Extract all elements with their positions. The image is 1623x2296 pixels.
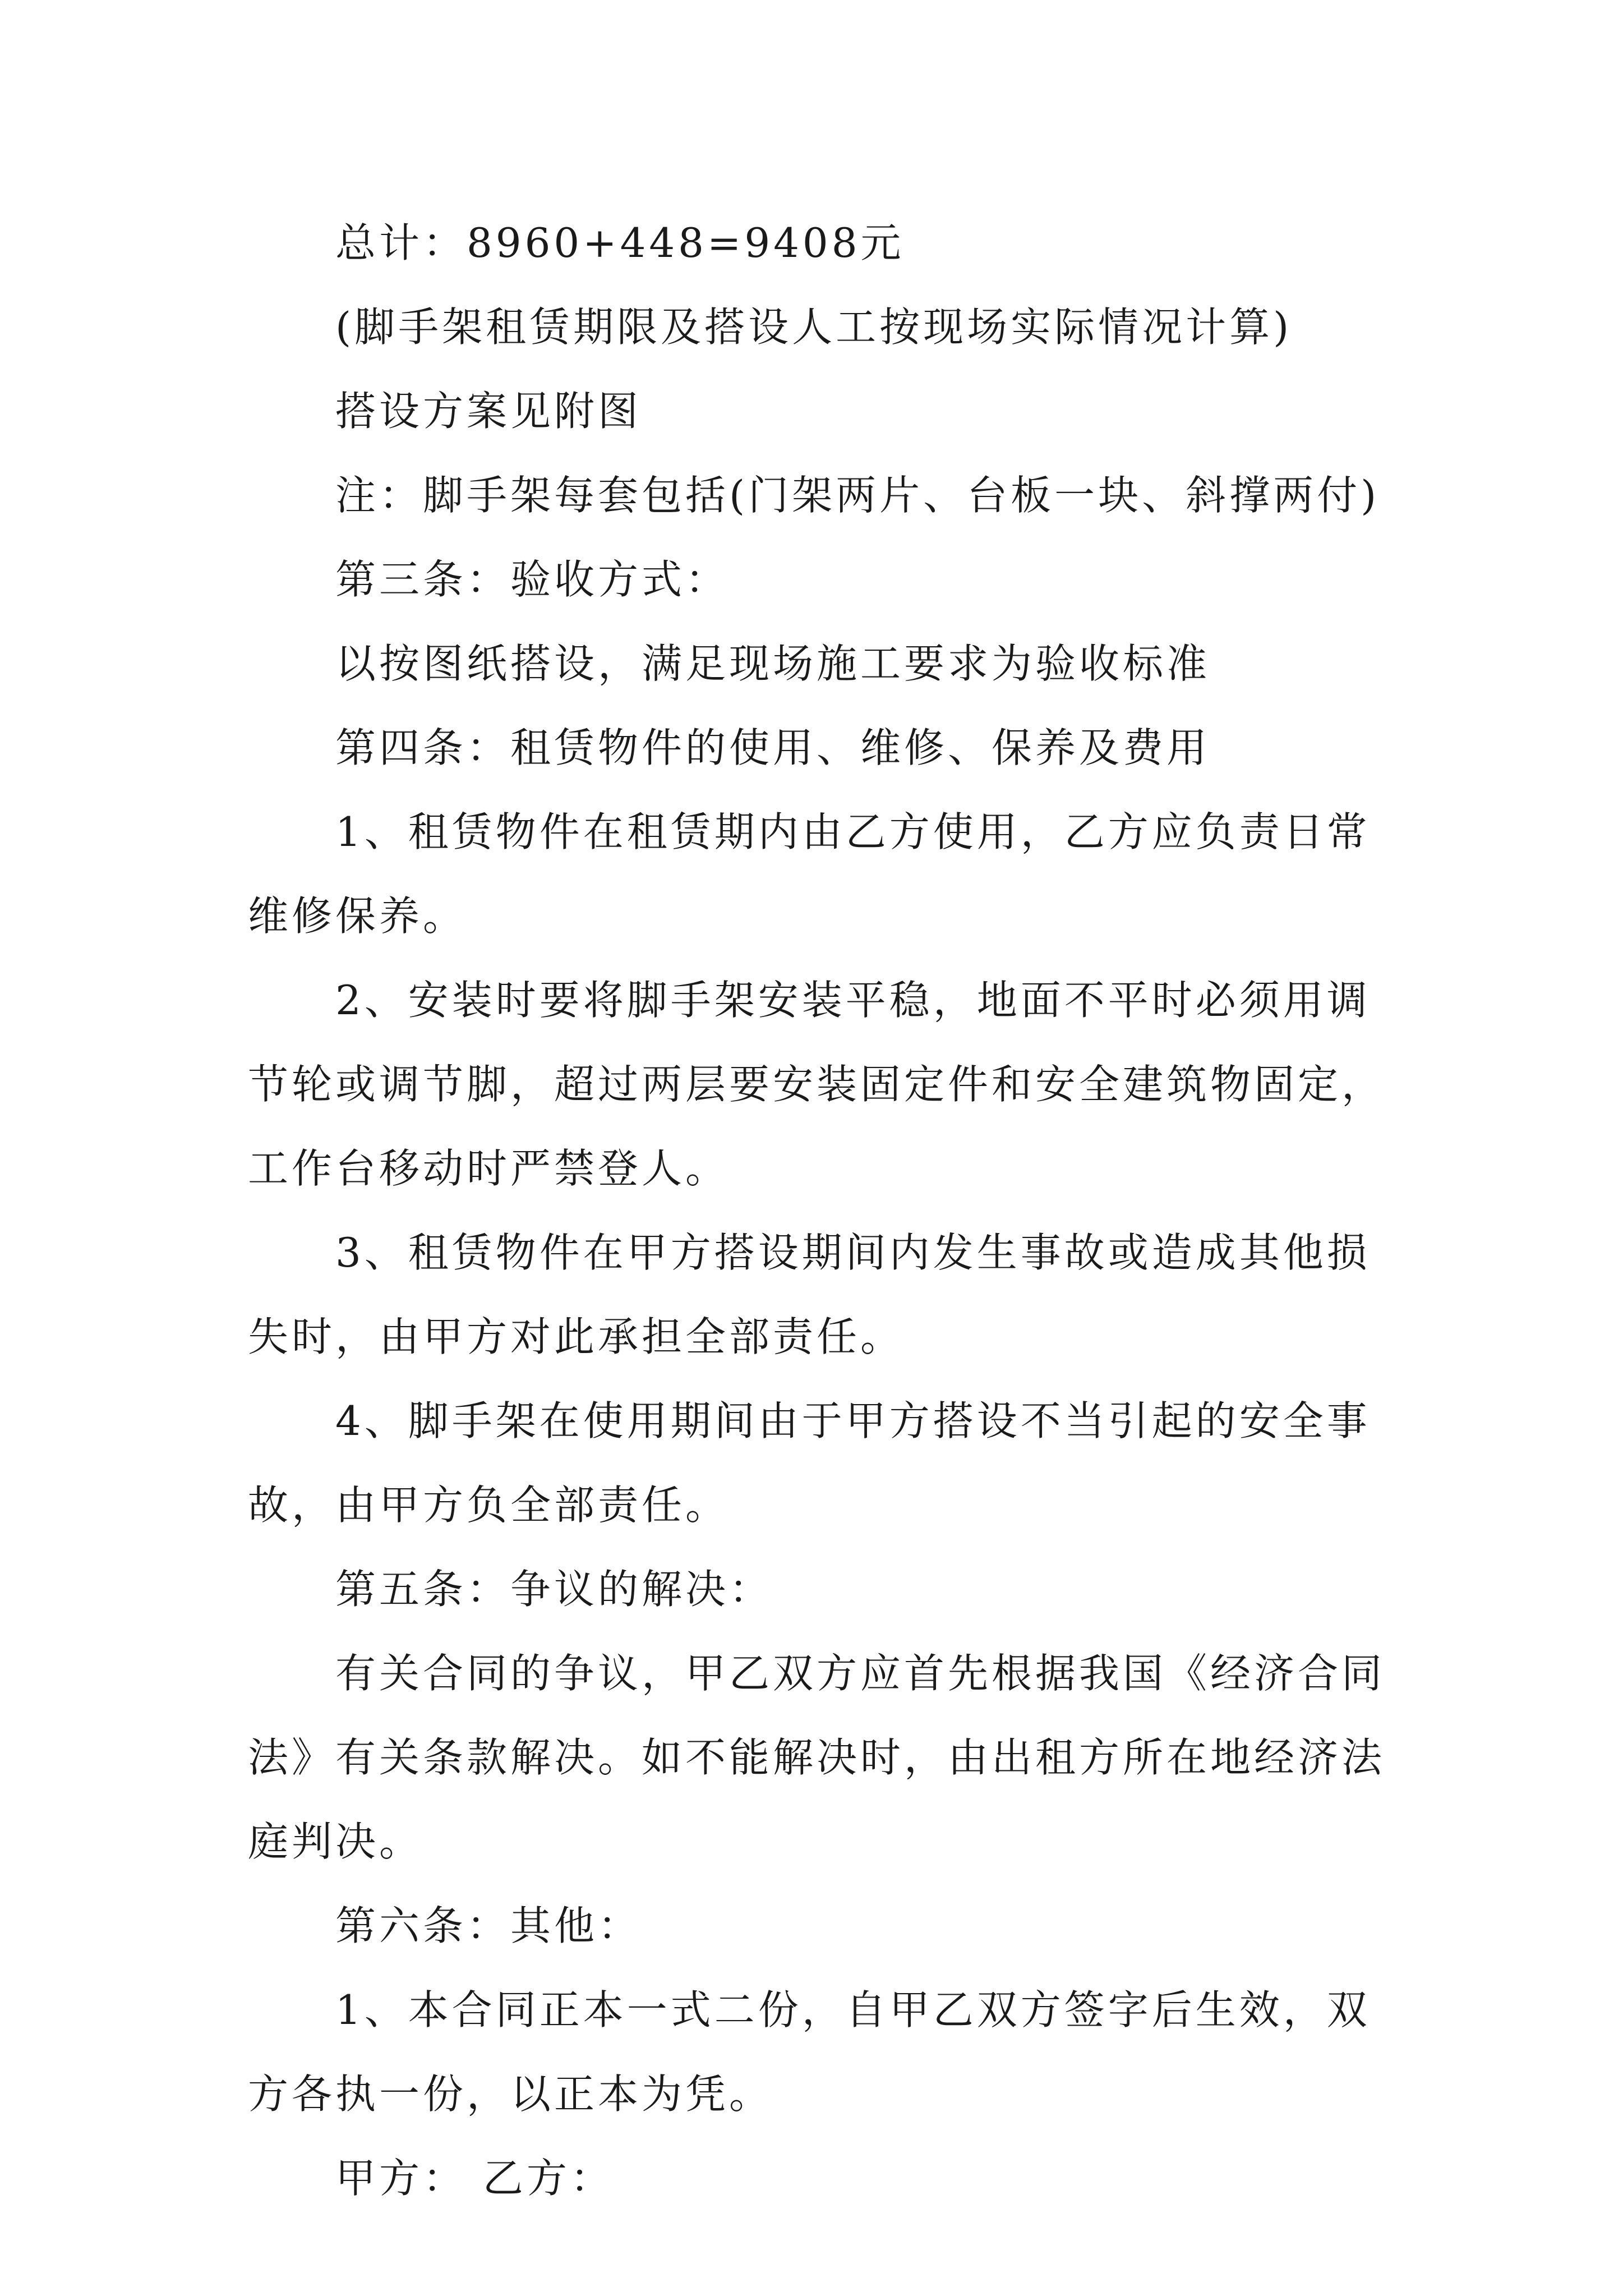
- article-3-heading: 第三条：验收方式：: [335, 556, 730, 603]
- article-5-body-line-3: 庭判决。: [248, 1818, 423, 1865]
- clause-4-4-line-2: 故，由甲方负全部责任。: [248, 1481, 730, 1529]
- clause-4-1-line-1: 1、租赁物件在租赁期内由乙方使用，乙方应负责日常: [335, 808, 1371, 855]
- article-5-body-line-1: 有关合同的争议，甲乙双方应首先根据我国《经济合同: [335, 1650, 1386, 1697]
- article-5-heading: 第五条：争议的解决：: [335, 1566, 773, 1613]
- article-5-body-line-2: 法》有关条款解决。如不能解决时，由出租方所在地经济法: [248, 1734, 1386, 1781]
- clause-4-3-line-1: 3、租赁物件在甲方搭设期间内发生事故或造成其他损: [335, 1229, 1371, 1276]
- total-line: 总计：8960+448=9408元: [335, 219, 905, 266]
- attachment-line: 搭设方案见附图: [335, 388, 642, 435]
- article-6-heading: 第六条：其他：: [335, 1902, 642, 1949]
- clause-4-2-line-1: 2、安装时要将脚手架安装平稳，地面不平时必须用调: [335, 977, 1371, 1024]
- clause-4-4-line-1: 4、脚手架在使用期间由于甲方搭设不当引起的安全事: [335, 1397, 1371, 1444]
- clause-6-1-line-1: 1、本合同正本一式二份，自甲乙双方签字后生效，双: [335, 1986, 1371, 2033]
- signature-line: 甲方： 乙方：: [335, 2155, 614, 2202]
- clause-4-2-line-3: 工作台移动时严禁登人。: [248, 1145, 730, 1192]
- clause-4-2-line-2: 节轮或调节脚，超过两层要安装固定件和安全建筑物固定，: [248, 1061, 1386, 1108]
- clause-4-1-line-2: 维修保养。: [248, 892, 467, 940]
- clause-6-1-line-2: 方各执一份，以正本为凭。: [248, 2070, 773, 2118]
- article-3-body: 以按图纸搭设，满足现场施工要求为验收标准: [335, 640, 1211, 687]
- rental-note-line: (脚手架租赁期限及搭设人工按现场实际情况计算): [335, 303, 1293, 351]
- article-4-heading: 第四条：租赁物件的使用、维修、保养及费用: [335, 724, 1211, 771]
- clause-4-3-line-2: 失时，由甲方对此承担全部责任。: [248, 1313, 905, 1360]
- note-line: 注：脚手架每套包括(门架两片、台板一块、斜撑两付): [335, 472, 1380, 519]
